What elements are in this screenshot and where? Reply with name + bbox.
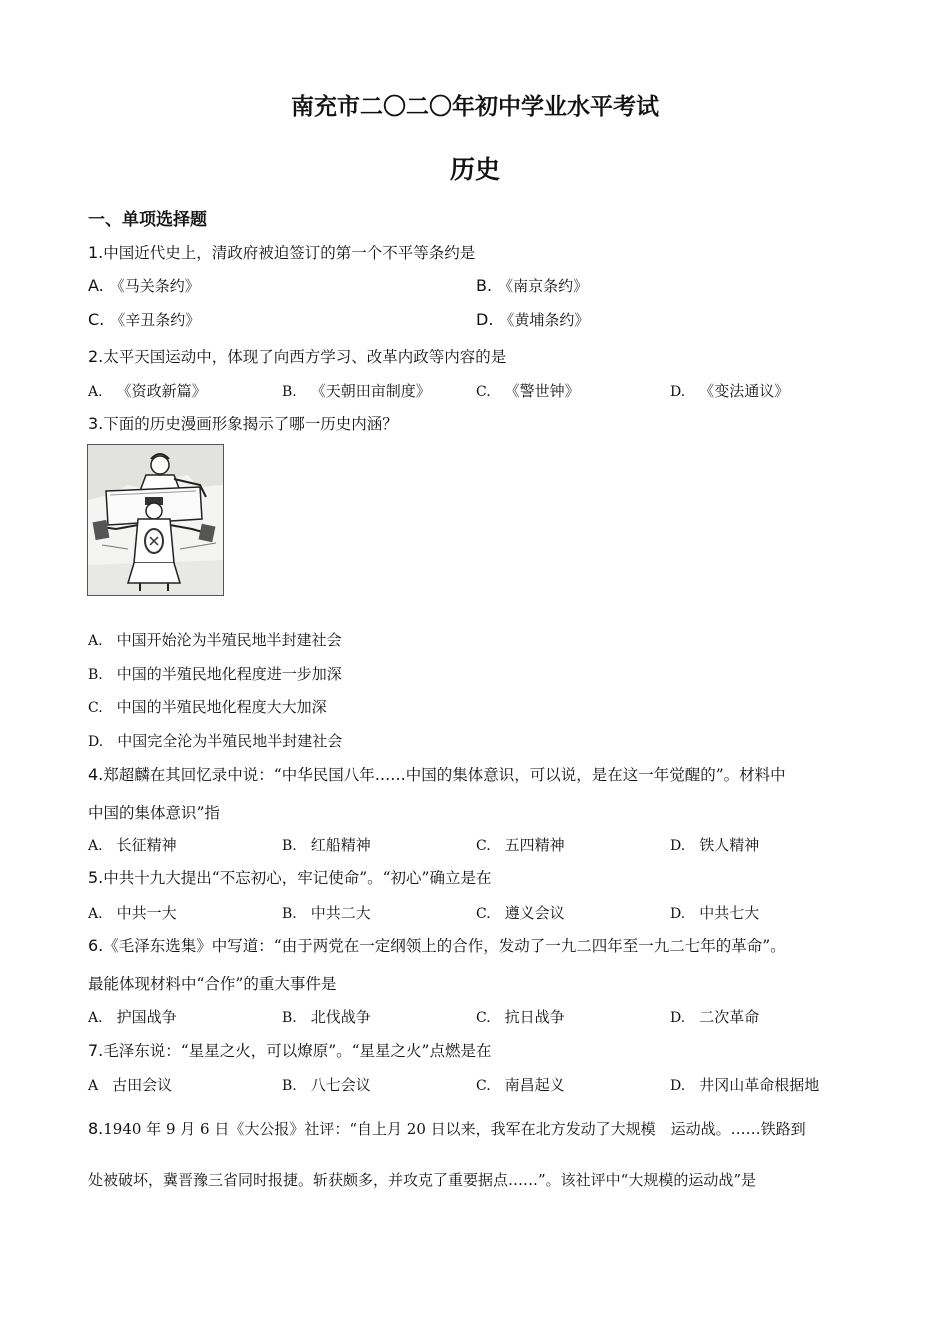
option-text: 五四精神 (504, 836, 565, 854)
q6-option-d (670, 1006, 759, 1027)
option-text: 《变法通议》 (699, 382, 790, 400)
option-text: 长征精神 (116, 836, 177, 854)
q3-option-c (88, 696, 327, 717)
q4-option-a (88, 834, 177, 855)
option-letter: D. (476, 310, 494, 329)
question-7-stem (88, 1039, 491, 1061)
option-letter: D. (670, 384, 686, 400)
history-cartoon-image (87, 444, 224, 596)
option-letter: A. (88, 384, 103, 400)
option-letter: C. (476, 838, 491, 854)
option-text: 《南京条约》 (498, 277, 589, 295)
option-text: 《辛丑条约》 (110, 311, 201, 329)
option-letter: A (88, 1078, 99, 1094)
question-number: 3. (88, 414, 104, 433)
question-text: 郑超麟在其回忆录中说：“中华民国八年……中国的集体意识，可以说，是在这一年觉醒的”。材料中 (103, 766, 786, 784)
option-text: 红船精神 (310, 836, 371, 854)
q5-option-a (88, 902, 177, 923)
q7-option-a (88, 1074, 172, 1095)
question-5-stem (88, 866, 491, 888)
option-text: 《警世钟》 (504, 382, 580, 400)
q4-option-d (670, 834, 759, 855)
option-letter: B. (282, 838, 297, 854)
q5-option-d (670, 902, 759, 923)
option-text: 《黄埔条约》 (499, 311, 590, 329)
q4-option-b (282, 834, 371, 855)
question-text: 毛泽东说：“星星之火，可以燎原”。“星星之火”点燃是在 (103, 1042, 492, 1060)
question-text: 中共十九大提出“不忘初心，牢记使命”。“初心”确立是在 (103, 869, 492, 887)
q6-option-c (476, 1006, 565, 1027)
option-letter: C. (476, 1010, 491, 1026)
question-3-stem (88, 412, 398, 434)
option-letter: C. (476, 384, 491, 400)
option-text: 二次革命 (699, 1008, 760, 1026)
question-text: 《毛泽东选集》中写道：“由于两党在一定纲领上的合作，发动了一九二四年至一九二七年的革命”。 (103, 937, 786, 955)
q1-option-b (476, 275, 588, 296)
option-letter: A. (88, 276, 104, 295)
option-text: 北伐战争 (310, 1008, 371, 1026)
option-letter: D. (88, 734, 104, 750)
q1-option-a (88, 275, 200, 296)
option-text: 《资政新篇》 (116, 382, 207, 400)
question-1-stem (88, 241, 475, 263)
option-letter: B. (282, 384, 297, 400)
section-heading: 一、单项选择题 (88, 210, 207, 230)
question-text: 太平天国运动中，体现了向西方学习、改革内政等内容的是 (103, 348, 507, 366)
option-letter: A. (88, 1010, 103, 1026)
option-text: 中国的半殖民地化程度进一步加深 (116, 665, 342, 683)
q7-option-d (670, 1074, 819, 1095)
question-8-stem (88, 1118, 806, 1139)
question-number: 2. (88, 347, 104, 366)
q7-option-b (282, 1074, 371, 1095)
option-letter: A. (88, 838, 103, 854)
option-letter: A. (88, 906, 103, 922)
question-4-stem-cont: 中国的集体意识”指 (88, 804, 220, 822)
option-text: 遵义会议 (504, 904, 565, 922)
question-number: 6. (88, 936, 104, 955)
q6-option-a (88, 1006, 177, 1027)
question-number: 8. (88, 1119, 104, 1138)
option-letter: D. (670, 838, 686, 854)
option-text: 护国战争 (116, 1008, 177, 1026)
q6-option-b (282, 1006, 371, 1027)
q3-option-a (88, 629, 342, 650)
question-text: 下面的历史漫画形象揭示了哪一历史内涵？ (103, 415, 398, 433)
q1-option-c (88, 309, 200, 330)
question-number: 7. (88, 1041, 104, 1060)
question-4-stem (88, 763, 786, 785)
option-letter: C. (88, 700, 103, 716)
exam-title: 南充市二〇二〇年初中学业水平考试 (291, 94, 659, 120)
option-letter: B. (88, 667, 103, 683)
option-letter: D. (670, 1078, 686, 1094)
question-text: 中国近代史上，清政府被迫签订的第一个不平等条约是 (103, 244, 476, 262)
question-number: 5. (88, 868, 104, 887)
option-letter: D. (670, 906, 686, 922)
q7-option-c (476, 1074, 565, 1095)
option-letter: C. (476, 906, 491, 922)
option-text: 中国的半殖民地化程度大大加深 (116, 698, 327, 716)
question-2-stem (88, 345, 506, 367)
option-text: 古田会议 (112, 1076, 173, 1094)
q2-option-b (282, 380, 431, 401)
option-text: 八七会议 (310, 1076, 371, 1094)
option-letter: B. (282, 1010, 297, 1026)
option-text: 中共一大 (116, 904, 177, 922)
option-text: 南昌起义 (504, 1076, 565, 1094)
question-6-stem-cont: 最能体现材料中“合作”的重大事件是 (88, 975, 337, 993)
option-text: 《马关条约》 (109, 277, 200, 295)
option-letter: B. (282, 906, 297, 922)
option-letter: A. (88, 633, 103, 649)
option-text: 中国开始沦为半殖民地半封建社会 (116, 631, 342, 649)
option-letter: D. (670, 1010, 686, 1026)
option-letter: C. (88, 310, 105, 329)
question-number: 4. (88, 765, 104, 784)
q5-option-b (282, 902, 371, 923)
question-text: 1940 年 9 月 6 日《大公报》社评：“自上月 20 日以来，我军在北方发动了大规模 运动战。……铁路到 (103, 1120, 806, 1138)
q2-option-d (670, 380, 789, 401)
option-text: 中国完全沦为半殖民地半封建社会 (117, 732, 343, 750)
question-number: 1. (88, 243, 104, 262)
q3-option-d (88, 730, 342, 751)
option-letter: C. (476, 1078, 491, 1094)
option-text: 中共二大 (310, 904, 371, 922)
subject-title: 历史 (449, 155, 500, 184)
option-text: 中共七大 (699, 904, 760, 922)
option-text: 《天朝田亩制度》 (310, 382, 431, 400)
question-6-stem (88, 934, 786, 956)
q1-option-d (476, 309, 589, 330)
question-8-stem-cont: 处被破坏，冀晋豫三省同时报捷。斩获颇多，并攻克了重要据点……”。该社评中“大规模的运动战”是 (88, 1171, 757, 1189)
option-text: 铁人精神 (699, 836, 760, 854)
q5-option-c (476, 902, 565, 923)
option-letter: B. (476, 276, 493, 295)
q3-option-b (88, 663, 342, 684)
q2-option-a (88, 380, 207, 401)
q4-option-c (476, 834, 565, 855)
option-text: 抗日战争 (504, 1008, 565, 1026)
q2-option-c (476, 380, 580, 401)
option-letter: B. (282, 1078, 297, 1094)
option-text: 井冈山革命根据地 (699, 1076, 820, 1094)
